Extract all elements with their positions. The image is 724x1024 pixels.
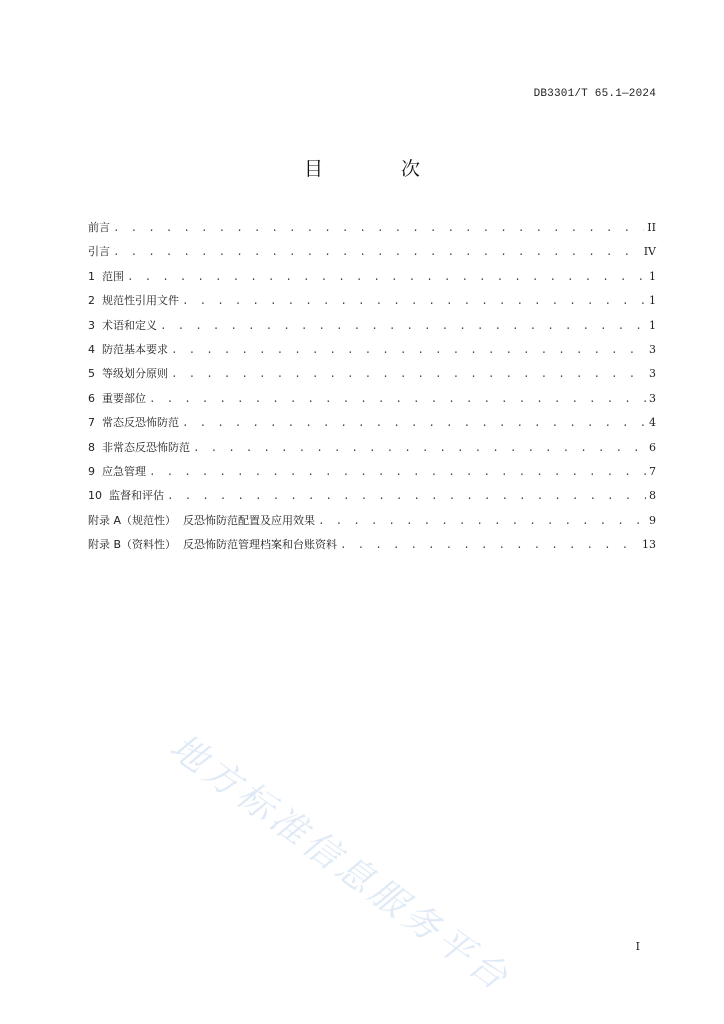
page-number: I	[635, 940, 640, 953]
toc-entry-label: 1 范围	[88, 269, 124, 283]
toc-dot-leader	[193, 437, 646, 461]
toc-dot-leader	[127, 266, 646, 290]
toc-entry-page: II	[647, 221, 656, 234]
toc-entry-label: 3 术语和定义	[88, 318, 157, 332]
toc-entry-page: 6	[649, 440, 656, 454]
toc-entry-page: 1	[649, 294, 656, 308]
toc-entry-key-locations[interactable]	[88, 387, 656, 411]
toc-entry-label: 2 规范性引用文件	[88, 294, 179, 308]
toc-dot-leader	[160, 315, 646, 339]
toc-entry-label: 引言	[88, 245, 110, 259]
toc-entry-appendix-b[interactable]	[88, 533, 656, 557]
toc-entry-label: 前言	[88, 221, 110, 234]
toc-entry-grading-principles[interactable]	[88, 362, 656, 386]
toc-entry-introduction[interactable]	[88, 240, 656, 264]
toc-entry-label: 10 监督和评估	[88, 489, 164, 503]
toc-dot-leader	[318, 510, 646, 534]
toc-title: 目 次	[303, 158, 457, 180]
toc-entry-page: 7	[649, 464, 656, 478]
toc-dot-leader	[171, 363, 646, 387]
toc-entry-foreword[interactable]	[88, 216, 656, 240]
toc-entry-page: 4	[649, 416, 656, 430]
toc-entry-page: 3	[649, 391, 656, 405]
toc-entry-page: 3	[649, 367, 656, 381]
toc-entry-label: 8 非常态反恐怖防范	[88, 440, 190, 454]
toc-entry-label: 9 应急管理	[88, 464, 146, 478]
toc-entry-appendix-a[interactable]	[88, 509, 656, 533]
toc-entry-label: 5 等级划分原则	[88, 367, 168, 381]
toc-dot-leader	[182, 412, 646, 436]
toc-entry-label: 附录 B（资料性） 反恐怖防范管理档案和台账资料	[88, 538, 338, 552]
toc-entry-label: 6 重要部位	[88, 391, 146, 405]
toc-entry-non-routine-prevention[interactable]	[88, 436, 656, 460]
toc-dot-leader	[149, 388, 646, 412]
toc-dot-leader	[149, 461, 646, 485]
toc-dot-leader	[167, 485, 646, 509]
toc-entry-label: 附录 A（规范性） 反恐怖防范配置及应用效果	[88, 513, 316, 527]
toc-dot-leader	[182, 290, 646, 314]
toc-entry-label: 7 常态反恐怖防范	[88, 416, 179, 430]
toc-entry-page: IV	[643, 245, 656, 259]
toc-entry-supervision-evaluation[interactable]	[88, 484, 656, 508]
toc-entry-terms-definitions[interactable]	[88, 314, 656, 338]
toc-entry-page: 13	[642, 538, 656, 552]
toc-entry-routine-prevention[interactable]	[88, 411, 656, 435]
toc-entry-normative-references[interactable]	[88, 289, 656, 313]
toc-dot-leader	[171, 339, 646, 363]
toc-entry-emergency-management[interactable]	[88, 460, 656, 484]
toc-entry-label: 4 防范基本要求	[88, 342, 168, 356]
table-of-contents	[88, 216, 656, 557]
toc-dot-leader	[113, 241, 641, 265]
toc-entry-page: 8	[649, 489, 656, 503]
toc-dot-leader	[340, 534, 639, 558]
watermark: 地方标准信息服务平台	[162, 726, 518, 1001]
toc-entry-scope[interactable]	[88, 265, 656, 289]
toc-entry-page: 1	[649, 318, 656, 332]
toc-entry-page: 3	[649, 342, 656, 356]
toc-entry-basic-requirements[interactable]	[88, 338, 656, 362]
document-code: DB3301/T 65.1—2024	[533, 88, 656, 100]
toc-entry-page: 1	[649, 269, 656, 283]
toc-dot-leader	[113, 217, 644, 241]
toc-entry-page: 9	[649, 513, 656, 527]
